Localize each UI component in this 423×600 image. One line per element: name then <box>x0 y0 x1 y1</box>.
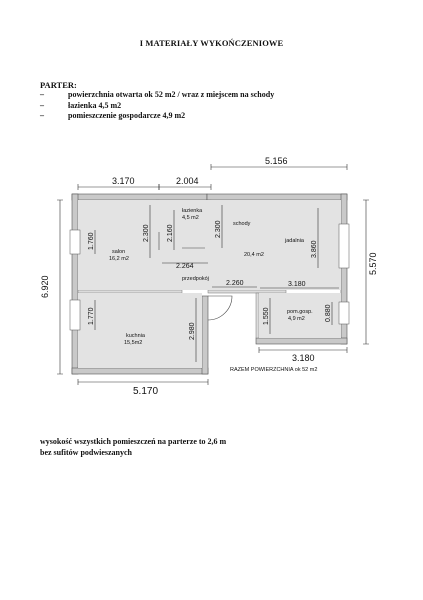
room-kuchnia-area: 15,5m2 <box>124 340 143 346</box>
room-open-area: 20,4 m2 <box>244 252 264 258</box>
dim-bottom-total: 5.170 <box>133 386 159 397</box>
room-salon-area: 16,2 m2 <box>109 256 129 262</box>
footer-line-height: wysokość wszystkich pomieszczeń na parterze to 2,6 m <box>40 437 227 446</box>
dim-lazienka-wall: 2.300 <box>143 224 150 242</box>
area-list <box>40 90 274 122</box>
room-schody-name: schody <box>233 221 251 227</box>
dim-kitchen-height: 2.980 <box>189 322 196 340</box>
list-item: – powierzchnia otwarta ok 52 m2 / wraz z miejscem na schody <box>40 90 275 99</box>
dim-hall-width: 2.264 <box>176 263 194 270</box>
list-item: – łazienka 4,5 m2 <box>40 100 122 110</box>
dim-kitchen-window: 1.770 <box>88 307 95 325</box>
room-kuchnia-name: kuchnia <box>126 333 145 339</box>
dim-right-total: 5.570 <box>368 252 378 275</box>
room-jadalnia-name: jadalnia <box>285 238 304 244</box>
dim-pantry-top: 3.180 <box>288 281 306 288</box>
dim-pantry-height: 1.550 <box>263 307 270 325</box>
dim-pantry-bottom: 3.180 <box>292 353 315 363</box>
dim-top-mid: 2.004 <box>176 176 199 186</box>
total-area-label: RAZEM POWIERZCHNIA ok 52 m2 <box>230 367 318 373</box>
dim-top-left: 3.170 <box>112 176 135 186</box>
room-pom-gosp-area: 4,9 m2 <box>288 316 305 322</box>
room-lazienka-name: łazienka <box>182 208 203 214</box>
room-salon-name: salon <box>112 249 126 255</box>
dim-corridor: 2.260 <box>226 280 244 287</box>
footer-line-ceiling: bez sufitów podwieszanych <box>40 447 133 457</box>
dim-left-total: 6.920 <box>40 275 50 298</box>
dim-jadalnia-height: 3.860 <box>311 240 318 258</box>
room-przedpokoj-name: przedpokój <box>182 276 209 282</box>
room-pom-gosp-name: pom.gosp. <box>287 309 313 315</box>
dim-top-right: 5.156 <box>265 156 288 166</box>
section-heading: PARTER: <box>40 80 77 90</box>
page-title: I MATERIAŁY WYKOŃCZENIOWE <box>139 38 284 48</box>
floor-plan <box>0 150 423 410</box>
footer-note <box>40 437 226 458</box>
dim-pantry-side: 0.880 <box>325 304 332 322</box>
dim-salon-height: 1.760 <box>88 232 95 250</box>
dim-schody-wall: 2.300 <box>215 220 222 238</box>
list-item: – pomieszczenie gospodarcze 4,9 m2 <box>40 111 186 120</box>
room-lazienka-area: 4,5 m2 <box>182 215 199 221</box>
dim-lazienka-inner: 2.160 <box>167 224 174 242</box>
